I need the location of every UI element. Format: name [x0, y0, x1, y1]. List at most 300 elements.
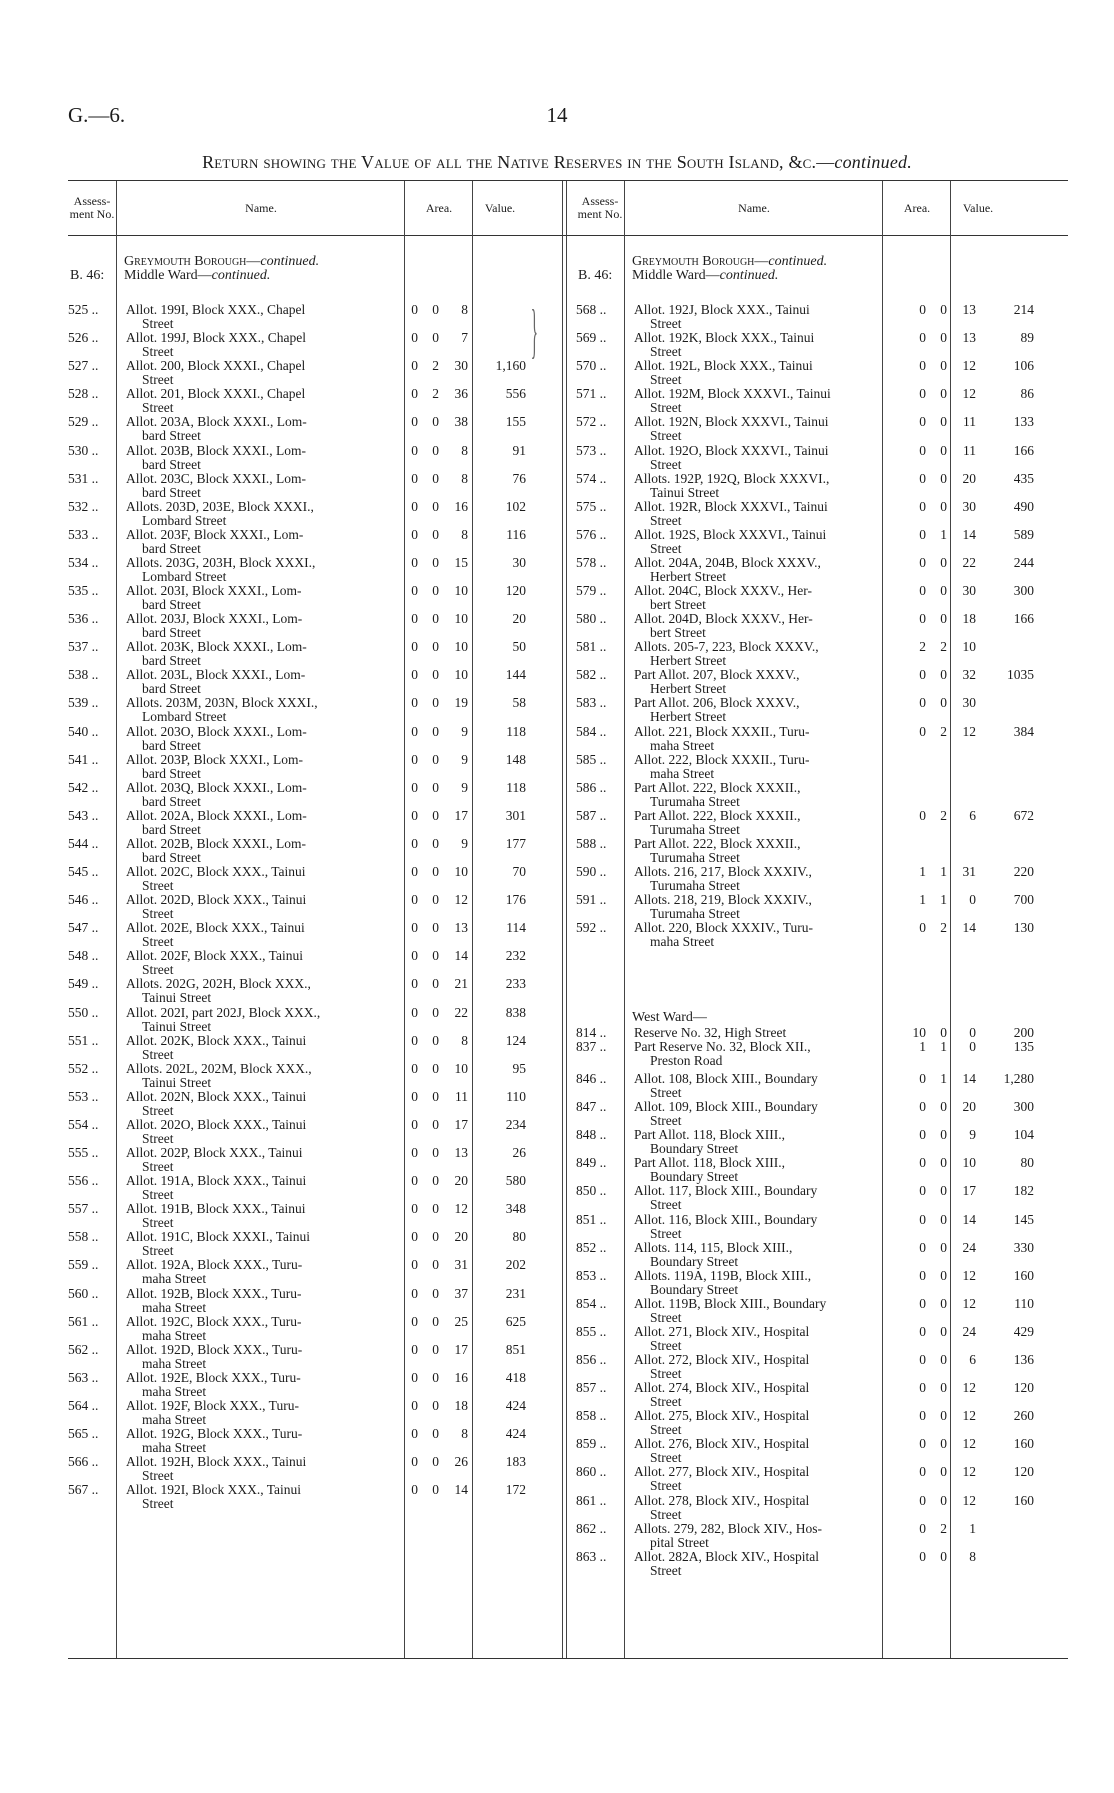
reserve-name: [126, 359, 394, 387]
value: 232: [505, 948, 526, 964]
reserve-name: [126, 949, 394, 977]
ward-continued: continued.: [211, 268, 271, 283]
perches: 9: [461, 779, 468, 795]
perches: 30: [454, 358, 468, 374]
name-line: Allot. 203P, Block XXXI., Lom-: [126, 751, 303, 767]
perches: 13: [962, 302, 976, 317]
roods: 1: [940, 864, 947, 879]
title-continued: continued.: [834, 152, 912, 172]
perches: 8: [969, 1548, 976, 1564]
reserve-name: [126, 893, 394, 921]
perches: 10: [454, 864, 468, 879]
reserve-name: [634, 1241, 902, 1269]
roods: 0: [940, 1492, 947, 1508]
acres: 1: [919, 892, 926, 908]
assessment-no: 560 ..: [68, 1285, 99, 1301]
area: [914, 1409, 976, 1423]
roods: 0: [940, 1127, 947, 1143]
assessment-no: 567 ..: [68, 1482, 99, 1498]
name-line: Allot. 274, Block XIV., Hospital: [634, 1380, 810, 1396]
value: 700: [1013, 892, 1034, 908]
assessment-no: 852 ..: [576, 1239, 607, 1255]
reserve-name: [634, 556, 902, 584]
assessment-no: 581 ..: [576, 639, 607, 655]
roods: 0: [432, 554, 439, 570]
col-value-right: Value.: [962, 200, 994, 215]
area: [406, 1090, 468, 1104]
value: 1,160: [495, 358, 526, 374]
perches: 26: [454, 1454, 468, 1470]
roods: 0: [432, 470, 439, 486]
roods: 0: [940, 1323, 947, 1339]
roods: 0: [432, 667, 439, 683]
col-area-right: Area.: [903, 200, 931, 215]
name-line-2: Street: [650, 400, 682, 416]
perches: 15: [454, 554, 468, 570]
roods: 0: [432, 442, 439, 458]
area: [406, 1343, 468, 1357]
perches: 8: [461, 442, 468, 458]
perches: 13: [454, 1145, 468, 1160]
roods: 0: [432, 807, 439, 823]
area: [914, 725, 976, 739]
name-line-2: Turumaha Street: [650, 821, 740, 837]
perches: 17: [962, 1183, 976, 1199]
west-ward-heading: West Ward—: [632, 1010, 707, 1025]
area: [914, 387, 976, 401]
perches: 30: [962, 695, 976, 711]
roods: 0: [940, 1548, 947, 1564]
perches: 38: [454, 414, 468, 430]
perches: 11: [455, 1088, 468, 1104]
value: 145: [1013, 1211, 1034, 1227]
assessment-no: 847 ..: [576, 1099, 607, 1115]
acres: 0: [411, 807, 418, 823]
reserve-name: [634, 1522, 902, 1550]
assessment-no: 574 ..: [576, 470, 607, 486]
reserve-name: [126, 584, 394, 612]
roods: 0: [940, 554, 947, 570]
perches: 8: [461, 302, 468, 317]
reserve-name: [634, 1128, 902, 1156]
assessment-no: 576 ..: [576, 526, 607, 542]
name-line: Part Allot. 118, Block XIII.,: [634, 1127, 785, 1143]
perches: 7: [461, 330, 468, 346]
area: [406, 1034, 468, 1048]
perches: 12: [962, 1436, 976, 1452]
ward-name: Middle Ward—: [632, 268, 720, 283]
value: 120: [1013, 1464, 1034, 1480]
assessment-no: 590 ..: [576, 864, 607, 879]
assessment-no: 546 ..: [68, 892, 99, 908]
block-label: B. 46:: [70, 268, 105, 283]
value: 89: [1020, 330, 1034, 346]
area: [406, 781, 468, 795]
roods: 0: [432, 302, 439, 317]
name-line: Allot. 203I, Block XXXI., Lom-: [126, 583, 302, 598]
reserve-name: [126, 1315, 394, 1343]
acres: 0: [411, 526, 418, 542]
acres: 0: [411, 1426, 418, 1441]
page-ref: G.—6.: [68, 103, 126, 127]
acres: 0: [411, 835, 418, 851]
name-line-2: Herbert Street: [650, 568, 727, 584]
reserve-name: [126, 556, 394, 584]
reserve-name: [126, 921, 394, 949]
roods: 0: [940, 1295, 947, 1311]
block-label: B. 46:: [578, 268, 613, 283]
reserve-name: [634, 668, 902, 696]
roods: 0: [432, 948, 439, 964]
perches: 30: [962, 583, 976, 598]
perches: 10: [454, 611, 468, 627]
roods: 0: [940, 1352, 947, 1367]
reserve-name: [126, 387, 394, 415]
value: 58: [512, 695, 526, 711]
name-line: Allot. 116, Block XIII., Boundary: [634, 1211, 818, 1227]
name-line-2: Street: [650, 1506, 682, 1522]
perches: 17: [454, 1341, 468, 1357]
perches: 12: [962, 1492, 976, 1508]
acres: 0: [919, 1464, 926, 1480]
value: 155: [505, 414, 526, 430]
value: 26: [512, 1145, 526, 1160]
reserve-name: [126, 1343, 394, 1371]
acres: 0: [411, 1088, 418, 1104]
name-line-2: Street: [142, 1159, 174, 1174]
value: 144: [505, 667, 526, 683]
value: 135: [1013, 1039, 1034, 1054]
value: 118: [506, 779, 526, 795]
name-line-2: Street: [142, 316, 174, 331]
name-line-2: Street: [142, 878, 174, 893]
name-line-2: maha Street: [142, 1271, 207, 1287]
acres: 0: [919, 1295, 926, 1311]
reserve-name: [634, 1353, 902, 1381]
roods: 0: [432, 1454, 439, 1470]
name-line-2: bard Street: [142, 821, 201, 837]
roods: 2: [940, 1520, 947, 1536]
name-line: Allot. 192C, Block XXX., Turu-: [126, 1313, 302, 1329]
name-line: Allot. 191A, Block XXX., Tainui: [126, 1173, 307, 1189]
perches: 24: [962, 1323, 976, 1339]
name-line: Allot. 199I, Block XXX., Chapel: [126, 302, 306, 317]
area: [406, 1315, 468, 1329]
name-line-2: Street: [650, 1366, 682, 1381]
roods: 1: [940, 1039, 947, 1054]
roods: 0: [432, 864, 439, 879]
acres: 0: [919, 611, 926, 627]
roods: 1: [940, 1071, 947, 1086]
name-line-2: Street: [650, 1113, 682, 1129]
reserve-name: [634, 640, 902, 668]
assessment-no: 555 ..: [68, 1145, 99, 1160]
assessment-no: 556 ..: [68, 1173, 99, 1189]
assessment-no: 534 ..: [68, 554, 99, 570]
reserve-name: [634, 1550, 902, 1578]
area: [406, 612, 468, 626]
value: 260: [1013, 1408, 1034, 1424]
col-name-right: Name.: [738, 200, 770, 215]
assessment-no: 860 ..: [576, 1464, 607, 1480]
value: 490: [1013, 498, 1034, 514]
acres: 0: [919, 442, 926, 458]
value: 130: [1013, 920, 1034, 936]
area: [406, 1146, 468, 1160]
roods: 0: [940, 1436, 947, 1452]
name-line-2: maha Street: [142, 1355, 207, 1371]
roods: 0: [940, 695, 947, 711]
name-line-2: Street: [650, 1478, 682, 1494]
area: [914, 1325, 976, 1339]
name-line: Allot. 192O, Block XXXVI., Tainui: [634, 442, 829, 458]
table-row: [576, 1039, 1068, 1071]
assessment-no: 540 ..: [68, 723, 99, 739]
assessment-no: 583 ..: [576, 695, 607, 711]
perches: 14: [962, 526, 976, 542]
name-line-2: bard Street: [142, 737, 201, 753]
left-half: [68, 235, 560, 1658]
name-line-2: Street: [650, 1422, 682, 1438]
assessment-no: 859 ..: [576, 1436, 607, 1452]
reserve-name: [126, 837, 394, 865]
reserve-name: [126, 303, 394, 331]
reserve-name: [126, 1174, 394, 1202]
perches: 12: [962, 1295, 976, 1311]
name-line: Allots. 202L, 202M, Block XXX.,: [126, 1060, 312, 1076]
area: [406, 696, 468, 710]
value: 234: [505, 1116, 526, 1132]
reserve-name: [126, 444, 394, 472]
name-line: Allots. 216, 217, Block XXXIV.,: [634, 864, 812, 879]
assessment-no: 526 ..: [68, 330, 99, 346]
acres: 0: [411, 1004, 418, 1020]
acres: 0: [919, 554, 926, 570]
perches: 25: [454, 1313, 468, 1329]
roods: 0: [940, 470, 947, 486]
roods: 0: [940, 1380, 947, 1396]
roods: 0: [432, 751, 439, 767]
reserve-name: [634, 696, 902, 724]
name-line-2: Street: [142, 1102, 174, 1118]
area: [914, 331, 976, 345]
acres: 0: [919, 386, 926, 402]
acres: 0: [411, 1341, 418, 1357]
name-line: Allot. 203O, Block XXXI., Lom-: [126, 723, 307, 739]
value: 556: [505, 386, 526, 402]
roods: 0: [432, 583, 439, 598]
area: [406, 303, 468, 317]
area: [406, 668, 468, 682]
perches: 30: [962, 498, 976, 514]
reserve-name: [634, 921, 902, 949]
area: [914, 1269, 976, 1283]
perches: 9: [461, 751, 468, 767]
acres: 0: [919, 723, 926, 739]
perches: 17: [454, 1116, 468, 1132]
reserve-name: [126, 809, 394, 837]
reserve-name: [126, 331, 394, 359]
acres: 0: [919, 583, 926, 598]
name-line-2: Tainui Street: [142, 1074, 212, 1090]
acres: 0: [411, 1060, 418, 1076]
assessment-no: 525 ..: [68, 302, 99, 317]
name-line-2: Street: [650, 1337, 682, 1353]
name-line: Allot. 191C, Block XXXI., Tainui: [126, 1229, 311, 1245]
reserve-name: [634, 1297, 902, 1325]
assessment-no: 532 ..: [68, 498, 99, 514]
section-heading: [632, 255, 827, 269]
area: [406, 1427, 468, 1441]
roods: 0: [432, 976, 439, 992]
reserve-name: [126, 1399, 394, 1427]
name-line: Allot. 192G, Block XXX., Turu-: [126, 1426, 303, 1441]
name-line-2: Street: [650, 428, 682, 444]
assessment-no: 578 ..: [576, 554, 607, 570]
value: 625: [505, 1313, 526, 1329]
acres: 0: [919, 1323, 926, 1339]
reserves-table: [68, 180, 1068, 1659]
perches: 14: [962, 920, 976, 936]
name-line: Allot. 192H, Block XXX., Tainui: [126, 1454, 307, 1470]
perches: 14: [454, 948, 468, 964]
name-line: Allot. 192M, Block XXXVI., Tainui: [634, 386, 831, 402]
value: 589: [1013, 526, 1034, 542]
acres: 0: [919, 1071, 926, 1086]
roods: 0: [432, 920, 439, 936]
roods: 1: [940, 526, 947, 542]
reserve-name: [634, 837, 902, 865]
area: [914, 415, 976, 429]
name-line-2: bard Street: [142, 428, 201, 444]
area: [406, 528, 468, 542]
assessment-no: 854 ..: [576, 1295, 607, 1311]
value: 120: [505, 583, 526, 598]
value: 424: [505, 1397, 526, 1413]
value: 70: [512, 864, 526, 879]
assessment-no: 539 ..: [68, 695, 99, 711]
acres: 0: [411, 330, 418, 346]
area: [914, 893, 976, 907]
reserve-name: [126, 1118, 394, 1146]
value: 233: [505, 976, 526, 992]
reserve-name: [634, 1213, 902, 1241]
area: [914, 1100, 976, 1114]
name-line-2: maha Street: [142, 1327, 207, 1343]
name-line: Part Allot. 222, Block XXXII.,: [634, 779, 801, 795]
roods: 0: [432, 1397, 439, 1413]
name-line: Allot. 221, Block XXXII., Turu-: [634, 723, 810, 739]
assessment-no: 547 ..: [68, 920, 99, 936]
name-line-2: pital Street: [650, 1534, 709, 1550]
area: [914, 865, 976, 879]
name-line: Allot. 192R, Block XXXVI., Tainui: [634, 498, 828, 514]
name-line-2: Lombard Street: [142, 568, 227, 584]
reserve-name: [126, 1090, 394, 1118]
roods: 0: [432, 414, 439, 430]
area: [406, 1230, 468, 1244]
name-line: Allot. 199J, Block XXX., Chapel: [126, 330, 306, 346]
value: 580: [505, 1173, 526, 1189]
value: 176: [505, 892, 526, 908]
name-line-2: maha Street: [142, 1440, 207, 1455]
perches: 12: [962, 386, 976, 402]
roods: 0: [432, 695, 439, 711]
assessment-no: 849 ..: [576, 1155, 607, 1171]
name-line: Allot. 202B, Block XXXI., Lom-: [126, 835, 306, 851]
name-line: Allot. 203L, Block XXXI., Lom-: [126, 667, 306, 683]
value: 91: [512, 442, 526, 458]
acres: 0: [411, 920, 418, 936]
reserve-name: [634, 1184, 902, 1212]
table-row: [576, 1549, 1068, 1581]
value: 231: [505, 1285, 526, 1301]
perches: 14: [962, 1071, 976, 1086]
assessment-no: 530 ..: [68, 442, 99, 458]
perches: 21: [454, 976, 468, 992]
value: 148: [505, 751, 526, 767]
value: 133: [1013, 414, 1034, 430]
section-continued: continued.: [768, 254, 828, 269]
name-line-2: Turumaha Street: [650, 878, 740, 893]
perches: 20: [454, 1229, 468, 1245]
name-line-2: maha Street: [142, 1411, 207, 1427]
perches: 11: [963, 442, 976, 458]
value: 110: [1014, 1295, 1034, 1311]
reserve-name: [634, 444, 902, 472]
reserve-name: [634, 1437, 902, 1465]
name-line: Allot. 282A, Block XIV., Hospital: [634, 1548, 819, 1564]
roods: 0: [940, 1025, 947, 1040]
reserve-name: [126, 725, 394, 753]
name-line: Allot. 203A, Block XXXI., Lom-: [126, 414, 307, 430]
name-line-2: Street: [142, 1468, 174, 1484]
name-line: Allot. 204C, Block XXXV., Her-: [634, 583, 812, 598]
reserve-name: [634, 1072, 902, 1100]
value: 50: [512, 639, 526, 655]
name-line-2: Herbert Street: [650, 709, 727, 725]
name-line: Part Allot. 207, Block XXXV.,: [634, 667, 800, 683]
name-line: Allot. 109, Block XIII., Boundary: [634, 1099, 818, 1115]
acres: 0: [411, 1369, 418, 1385]
assessment-no: 850 ..: [576, 1183, 607, 1199]
name-line-2: Turumaha Street: [650, 849, 740, 865]
table-title: [0, 152, 1114, 173]
reserve-name: [634, 1026, 786, 1040]
roods: 0: [432, 1032, 439, 1048]
name-line: Allot. 203Q, Block XXXI., Lom-: [126, 779, 307, 795]
acres: 0: [919, 1548, 926, 1564]
perches: 8: [461, 1032, 468, 1048]
reserve-name: [634, 1325, 902, 1353]
name-line-2: maha Street: [650, 737, 715, 753]
name-line-2: bard Street: [142, 849, 201, 865]
perches: 10: [454, 667, 468, 683]
page-number: 14: [546, 103, 568, 127]
perches: 10: [962, 639, 976, 655]
ward-continued: continued.: [719, 268, 779, 283]
name-line-2: Lombard Street: [142, 709, 227, 725]
reserve-name: [634, 865, 902, 893]
area: [406, 865, 468, 879]
acres: 0: [411, 1229, 418, 1245]
assessment-no: 586 ..: [576, 779, 607, 795]
name-line: Allot. 192I, Block XXX., Tainui: [126, 1482, 302, 1498]
reserve-name: [126, 612, 394, 640]
reserve-name: [634, 893, 902, 921]
assessment-no: 568 ..: [576, 302, 607, 317]
acres: 0: [919, 695, 926, 711]
